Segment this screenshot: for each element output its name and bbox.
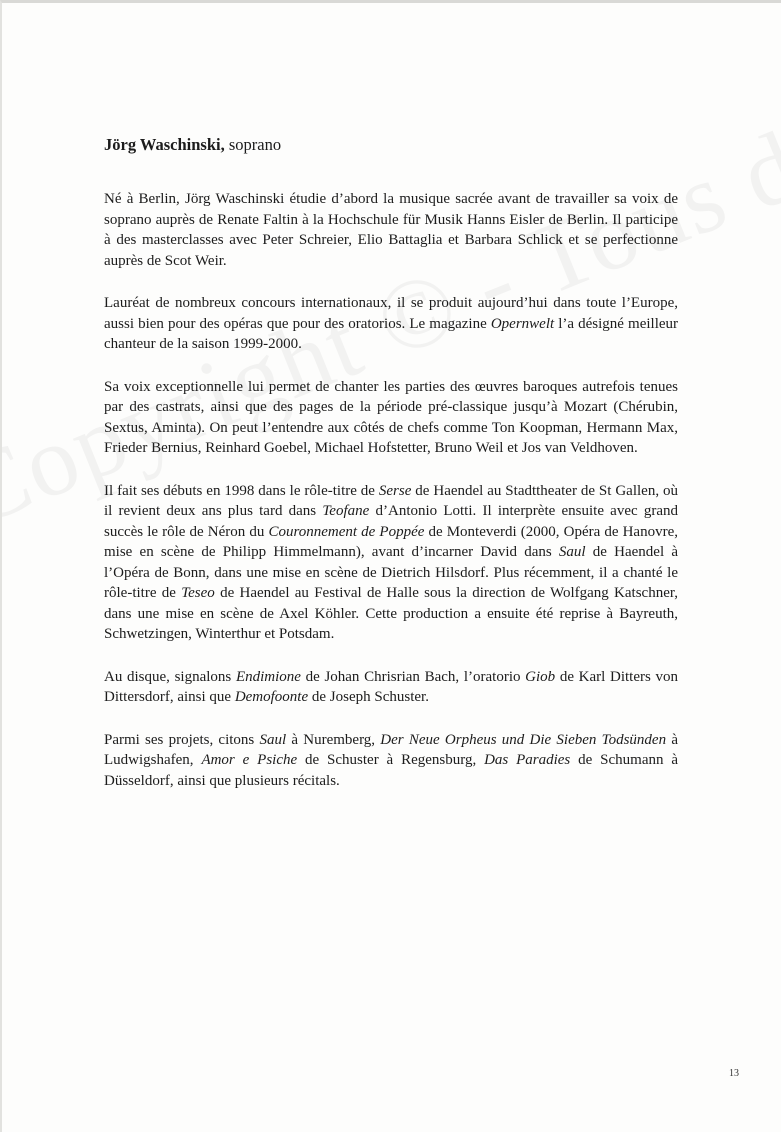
biography-paragraphs bbox=[104, 189, 678, 791]
paragraph-text: de Monteverdi (2000, Opéra de Hanovre, mise en scène de Philipp Himmelmann), avant d’incarner David dans bbox=[104, 523, 678, 560]
paragraph-text: de Haendel à l’Opéra de Bonn, dans une mise en scène de Dietrich Hilsdorf. Plus récemment, il a chanté le rôle-titre de bbox=[104, 544, 678, 601]
biography-content bbox=[104, 135, 678, 813]
paragraph-text: de Karl Ditters von Dittersdorf, ainsi que bbox=[104, 668, 678, 705]
work-title: Endimione bbox=[235, 668, 301, 685]
paragraph-text: Au disque, signalons bbox=[104, 668, 236, 685]
work-title: Couronnement de Poppée bbox=[268, 523, 425, 540]
paragraph-text: de Schumann à Düsseldorf, ainsi que plusieurs récitals. bbox=[104, 752, 678, 789]
work-title: Teseo bbox=[181, 585, 215, 601]
work-title: Giob bbox=[525, 668, 556, 685]
paragraph-text: Lauréat de nombreux concours internationaux, il se produit aujourd’hui dans toute l’Europe, aussi bien pour des opéras que pour des oratorios. Le magazine bbox=[104, 295, 678, 332]
paragraph-text: Parmi ses projets, citons bbox=[104, 731, 260, 748]
paragraph-text: de Haendel au Stadttheater de St Gallen, où il revient deux ans plus tard dans bbox=[104, 482, 678, 519]
biography-paragraph bbox=[104, 667, 678, 708]
paragraph-text: de Schuster à Regensburg, bbox=[297, 752, 485, 768]
paragraph-text: Sa voix exceptionnelle lui permet de chanter les parties des œuvres baroques autrefois tenues par des castrats, ainsi que des pages de la période pré-classique jusqu’à Mozart (Chérubin, Sextus, Aminta). On peut l’entendre aux côtés de chefs comme Ton Koopman, Hermann Max, Frieder Bernius, Reinhard Goebel, Michael Hofstetter, Bruno Weil et Jos van Veldhoven. bbox=[104, 378, 678, 456]
paragraph-text: Il fait ses débuts en 1998 dans le rôle-titre de bbox=[104, 482, 379, 499]
biography-paragraph bbox=[104, 730, 678, 792]
work-title: Saul bbox=[558, 544, 586, 560]
work-title: Amor e Psiche bbox=[201, 752, 298, 768]
page-number: 13 bbox=[729, 1068, 739, 1079]
paragraph-text: de Haendel au Festival de Halle sous la direction de Wolfgang Katschner, dans une mise en scène de Axel Köhler. Cette production a ensuite été reprise à Bayreuth, Schwetzingen, Winterthur et Potsdam. bbox=[104, 585, 678, 642]
paragraph-text: de Johan Chrisrian Bach, l’oratorio bbox=[300, 668, 526, 685]
work-title: Saul bbox=[259, 731, 287, 748]
artist-voice-type: soprano bbox=[224, 135, 282, 154]
biography-paragraph bbox=[104, 377, 678, 459]
paragraph-text: Né à Berlin, Jörg Waschinski étudie d’abord la musique sacrée avant de travailler sa voix de soprano auprès de Renate Faltin à la Hochschule für Musik Hanns Eisler de Berlin. Il participe à des masterclasses avec Peter Schreier, Elio Battaglia et Barbara Schlick et se perfectionne auprès de Scot Weir. bbox=[104, 191, 678, 269]
work-title: Der Neue Orpheus und Die Sieben Todsünden bbox=[380, 731, 667, 748]
work-title: Opernwelt bbox=[490, 315, 555, 332]
paragraph-text: d’Antonio Lotti. Il interprète ensuite avec grand succès le rôle de Néron du bbox=[104, 503, 678, 540]
paragraph-text: l’a désigné meilleur chanteur de la saison 1999-2000. bbox=[104, 315, 679, 352]
page-title bbox=[104, 135, 678, 155]
biography-paragraph bbox=[104, 293, 678, 355]
work-title: Demofoonte bbox=[234, 689, 309, 705]
artist-name: Jörg Waschinski, bbox=[104, 135, 225, 154]
paragraph-text: à Nuremberg, bbox=[286, 731, 381, 748]
work-title: Das Paradies bbox=[484, 752, 571, 768]
paragraph-text: de Joseph Schuster. bbox=[308, 689, 429, 705]
work-title: Teofane bbox=[322, 503, 370, 519]
paragraph-text: à Ludwigshafen, bbox=[104, 731, 678, 768]
work-title: Serse bbox=[378, 482, 412, 499]
biography-paragraph bbox=[104, 189, 678, 271]
biography-paragraph bbox=[104, 481, 678, 645]
